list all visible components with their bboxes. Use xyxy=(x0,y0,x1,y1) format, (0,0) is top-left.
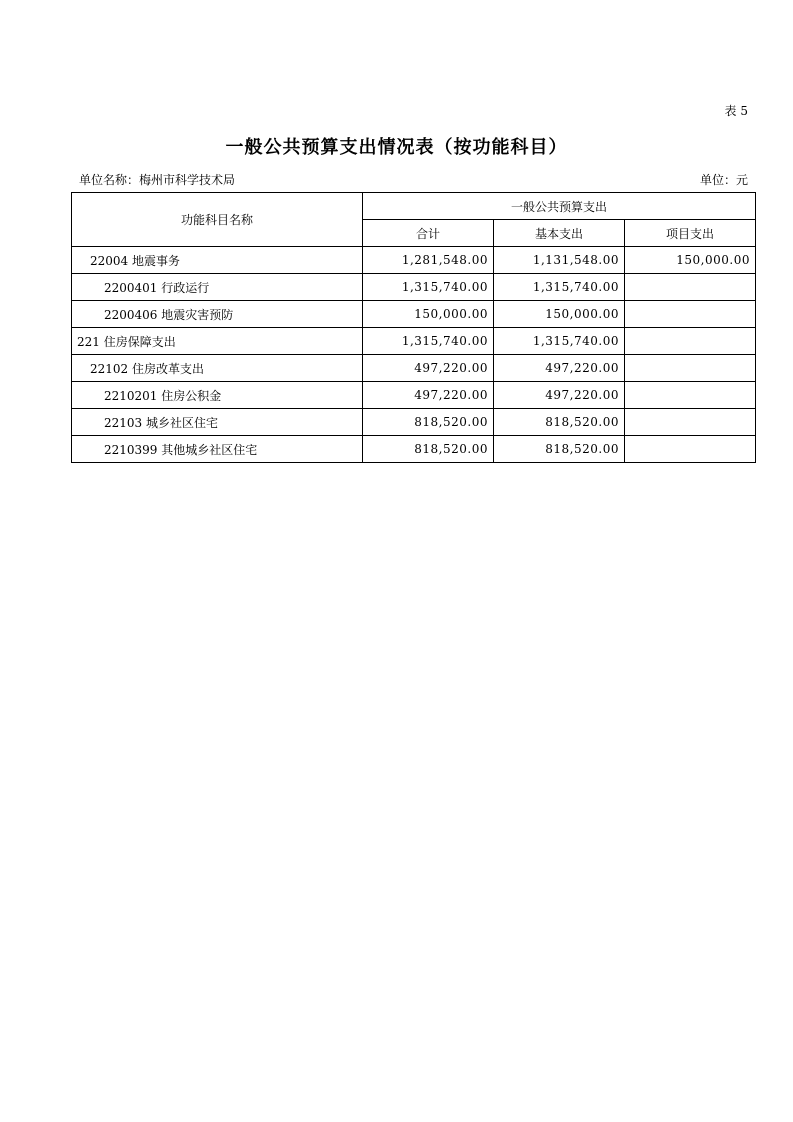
row-total: 1,315,740.00 xyxy=(363,328,494,355)
row-total: 150,000.00 xyxy=(363,301,494,328)
row-name: 2210399 其他城乡社区住宅 xyxy=(72,436,363,463)
column-header-name: 功能科目名称 xyxy=(72,193,363,247)
row-total: 497,220.00 xyxy=(363,382,494,409)
row-project xyxy=(625,436,756,463)
row-name: 2200406 地震灾害预防 xyxy=(72,301,363,328)
row-total: 818,520.00 xyxy=(363,436,494,463)
currency-unit-label: 单位：元 xyxy=(699,173,748,187)
table-body xyxy=(72,247,756,463)
table-row xyxy=(72,247,756,274)
row-basic: 1,131,548.00 xyxy=(494,247,625,274)
table-row xyxy=(72,274,756,301)
table-row xyxy=(72,355,756,382)
row-name: 2210201 住房公积金 xyxy=(72,382,363,409)
row-total: 1,315,740.00 xyxy=(363,274,494,301)
row-name: 22102 住房改革支出 xyxy=(72,355,363,382)
row-basic: 497,220.00 xyxy=(494,382,625,409)
row-project xyxy=(625,301,756,328)
column-header-basic: 基本支出 xyxy=(494,220,625,247)
row-basic: 1,315,740.00 xyxy=(494,328,625,355)
row-project xyxy=(625,382,756,409)
row-basic: 1,315,740.00 xyxy=(494,274,625,301)
row-name: 221 住房保障支出 xyxy=(72,328,363,355)
table-row xyxy=(72,301,756,328)
table-row xyxy=(72,382,756,409)
row-total: 818,520.00 xyxy=(363,409,494,436)
row-basic: 818,520.00 xyxy=(494,409,625,436)
budget-table xyxy=(71,192,756,463)
unit-name-label: 单位名称：梅州市科学技术局 xyxy=(79,173,236,187)
row-basic: 150,000.00 xyxy=(494,301,625,328)
row-project: 150,000.00 xyxy=(625,247,756,274)
row-basic: 818,520.00 xyxy=(494,436,625,463)
column-header-total: 合计 xyxy=(363,220,494,247)
table-row xyxy=(72,328,756,355)
row-total: 1,281,548.00 xyxy=(363,247,494,274)
table-row xyxy=(72,409,756,436)
page-title: 一般公共预算支出情况表（按功能科目） xyxy=(225,137,568,158)
row-project xyxy=(625,355,756,382)
table-row xyxy=(72,436,756,463)
row-name: 22004 地震事务 xyxy=(72,247,363,274)
row-project xyxy=(625,409,756,436)
row-name: 22103 城乡社区住宅 xyxy=(72,409,363,436)
column-header-project: 项目支出 xyxy=(625,220,756,247)
row-name: 2200401 行政运行 xyxy=(72,274,363,301)
table-header-row xyxy=(72,193,756,220)
row-project xyxy=(625,328,756,355)
row-basic: 497,220.00 xyxy=(494,355,625,382)
table-number: 表 5 xyxy=(724,104,748,118)
column-group-header: 一般公共预算支出 xyxy=(363,193,756,220)
row-total: 497,220.00 xyxy=(363,355,494,382)
row-project xyxy=(625,274,756,301)
